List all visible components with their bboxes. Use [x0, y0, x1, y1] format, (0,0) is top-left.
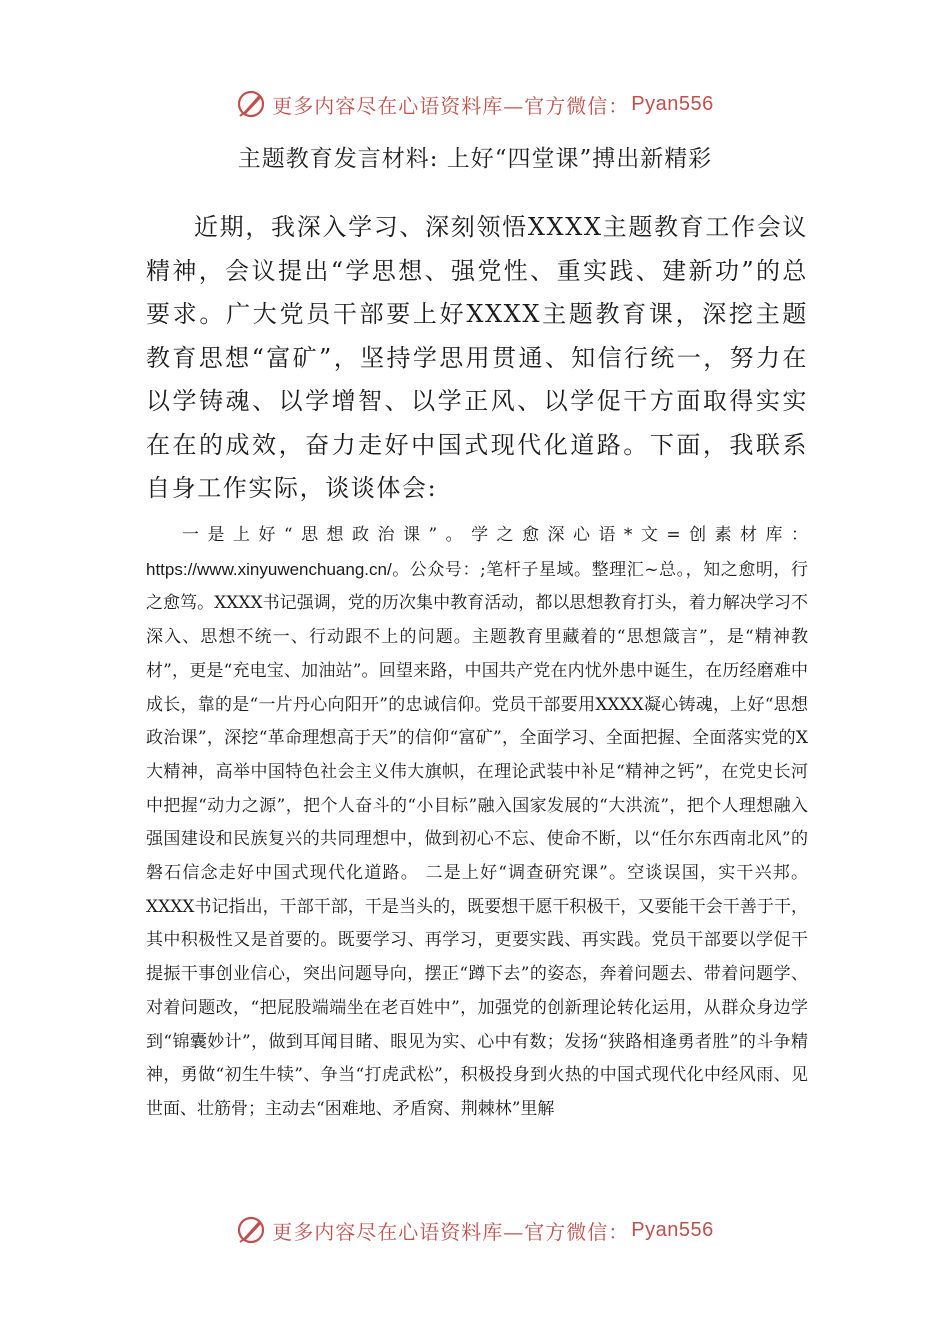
watermark-wechat-id: Pyan556	[631, 1218, 714, 1241]
quill-pen-logo-icon	[236, 89, 266, 119]
intro-paragraph: 近期，我深入学习、深刻领悟XXXX主题教育工作会议精神，会议提出“学思想、强党性、重实践、建新功”的总要求。广大党员干部要上好XXXX主题教育课，深挖主题教育思想“富矿”，坚持学思用贯通、知信行统一，努力在以学铸魂、以学增智、以学正风、以学促干方面取得实实在在的成效，奋力走好中国式现代化道路。下面，我联系自身工作实际，谈谈体会:	[146, 213, 808, 502]
watermark-text: 更多内容尽在心语资料库—官方微信：	[272, 93, 630, 118]
watermark-text: 更多内容尽在心语资料库—官方微信：	[272, 1219, 630, 1244]
watermark-wechat-id: Pyan556	[631, 92, 714, 115]
document-title: 主题教育发言材料: 上好“四堂课”搏出新精彩	[237, 146, 713, 172]
body-text-part1: 一是上好“思想政治课”。学之愈深心语*文=创素材库：	[182, 525, 808, 545]
body-text-part2: 。公众号：;笔杆子星域。整理汇~总。，知之愈明，行之愈笃。XXXX书记强调，党的历次集中教育活动，都以思想教育打头，着力解决学习不深入、思想不统一、行动跟不上的问题。主题教育里藏着的“思想箴言”，是“精神教材”，更是“充电宝、加油站”。回望来路，中国共产党在内忧外患中诞生，在历经磨难中成长，靠的是“一片丹心向阳开”的忠诚信仰。党员干部要用XXXX凝心铸魂，上好“思想政治课”，深挖“革命理想高于天”的信仰“富矿”，全面学习、全面把握、全面落实党的X大精神，高举中国特色社会主义伟大旗帜，在理论武装中补足“精神之钙”，在党史长河中把握“动力之源”，把个人奋斗的“小目标”融入国家发展的“大洪流”，把个人理想融入强国建设和民族复兴的共同理想中，做到初心不忘、使命不断，以“任尔东西南北风”的磐石信念走好中国式现代化道路。 二是上好“调查研究课”。空谈误国，实干兴邦。XXXX书记指出，干部干部，干是当头的，既要想干愿干积极干，又要能干会干善于干，其中积极性又是首要的。既要学习、再学习，更要实践、再实践。党员干部要以学促干提振干事创业信心，突出问题导向，摆正“蹲下去”的姿态，奔着问题去、带着问题学、对着问题改，“把屁股端端坐在老百姓中”，加强党的创新理论转化运用，从群众身边学到“锦囊妙计”，做到耳闻目睹、眼见为实、心中有数；发扬“狭路相逢勇者胜”的斗争精神，勇做“初生牛犊”、争当“打虎武松”，积极投身到火热的中国式现代化中经风雨、见世面、壮筋骨；主动去“困难地、矛盾窝、荆棘林”里解	[146, 559, 808, 1119]
watermark-header	[0, 84, 950, 124]
quill-pen-logo-icon	[236, 1215, 266, 1245]
body-paragraph	[146, 519, 808, 1127]
watermark-footer	[0, 1210, 950, 1250]
body-url: https://www.xinyuwenchuang.cn/	[146, 559, 392, 579]
